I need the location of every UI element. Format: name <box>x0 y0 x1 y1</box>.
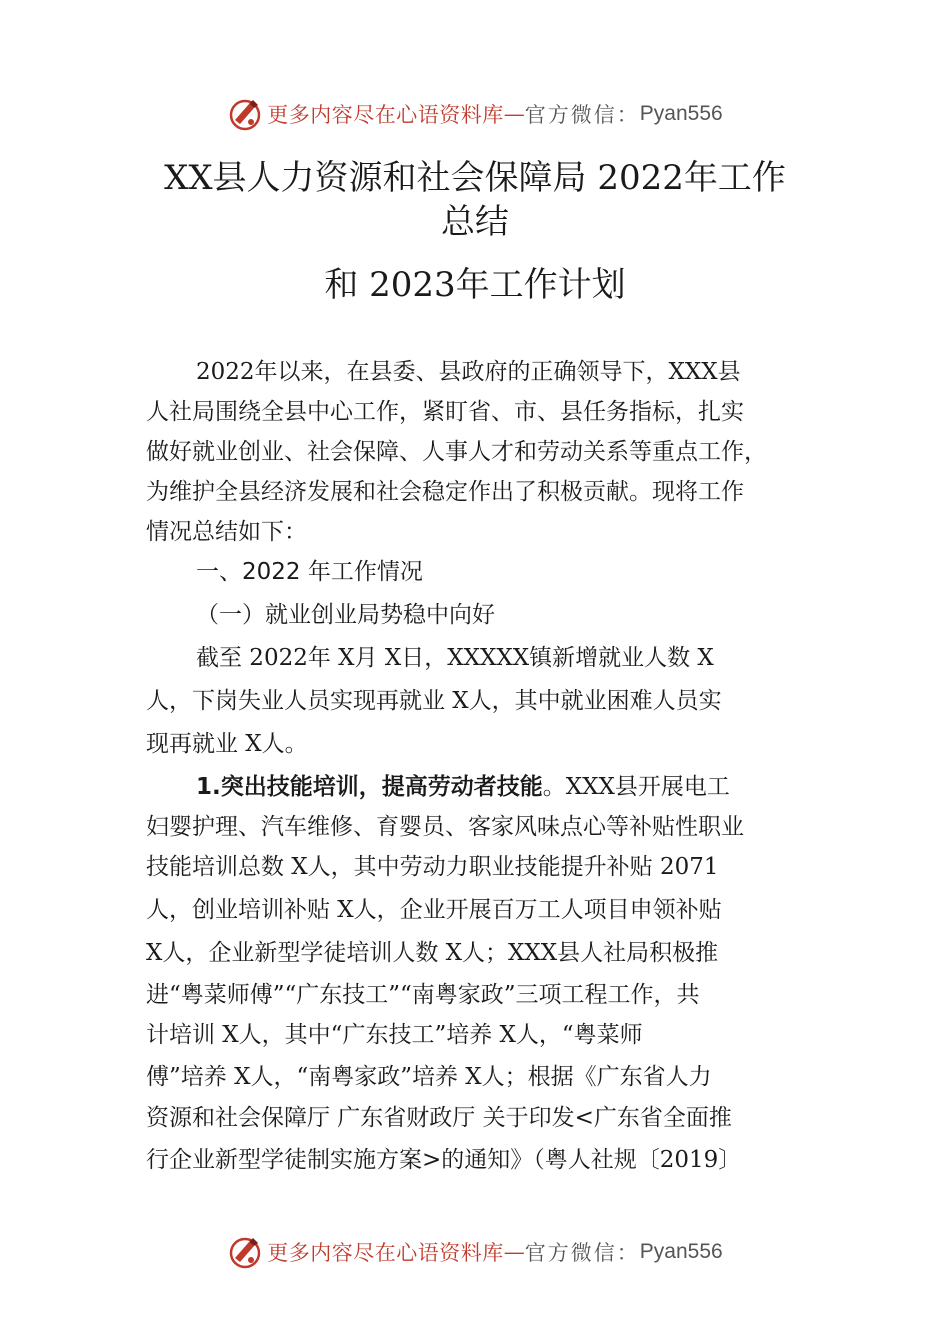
watermark-text: 更多内容尽在心语资料库 <box>267 1241 504 1265</box>
item-line <box>196 772 730 802</box>
para-line: 资源和社会保障厅 广东省财政厅 关于印发<广东省全面推 <box>146 1105 732 1131</box>
intro-line: 为维护全县经济发展和社会稳定作出了积极贡献。现将工作 <box>146 479 744 505</box>
item-bold-lead: 1.突出技能培训，提高劳动者技能 <box>196 774 543 800</box>
intro-line: 做好就业创业、社会保障、人事人才和劳动关系等重点工作， <box>146 439 767 465</box>
section-heading: 一、2022 年工作情况 <box>196 559 423 585</box>
brand-logo-icon <box>227 96 263 132</box>
subsection-heading: （一）就业创业局势稳中向好 <box>196 602 495 628</box>
para-line: 妇婴护理、汽车维修、育婴员、客家风味点心等补贴性职业 <box>146 814 744 840</box>
watermark-top <box>0 94 950 134</box>
watermark-id: Pyan556 <box>639 102 723 125</box>
watermark-text: 更多内容尽在心语资料库 <box>267 103 504 127</box>
title-line-1: XX县人力资源和社会保障局 2022年工作 <box>164 158 786 198</box>
watermark-separator: — <box>503 102 525 126</box>
para-line: 行企业新型学徒制实施方案>的通知》（粤人社规〔2019〕 <box>146 1147 742 1173</box>
intro-line: 人社局围绕全县中心工作，紧盯省、市、县任务指标，扎实 <box>146 399 744 425</box>
intro-line: 2022年以来，在县委、县政府的正确领导下，XXX县 <box>196 359 741 385</box>
watermark-label: 官方微信： <box>524 1241 640 1265</box>
watermark-id: Pyan556 <box>639 1240 723 1263</box>
para-line: 人，下岗失业人员实现再就业 X人，其中就业困难人员实 <box>146 688 722 714</box>
watermark-separator: — <box>503 1240 525 1264</box>
para-line: 截至 2022年 X月 X日，XXXXX镇新增就业人数 X <box>196 645 714 671</box>
para-line: 傅”培养 X人，“南粤家政”培养 X人；根据《广东省人力 <box>146 1064 712 1090</box>
item-lead-rest: 。XXX县开展电工 <box>542 774 730 800</box>
para-line: 进“粤菜师傅”“广东技工”“南粤家政”三项工程工作，共 <box>146 982 700 1008</box>
para-line: 计培训 X人，其中“广东技工”培养 X人，“粤菜师 <box>146 1022 643 1048</box>
title-line-2: 总结 <box>441 202 509 242</box>
para-line: 现再就业 X人。 <box>146 731 308 757</box>
watermark-label: 官方微信： <box>524 103 640 127</box>
title-line-3: 和 2023年工作计划 <box>324 265 626 305</box>
brand-logo-icon <box>227 1234 263 1270</box>
watermark-bottom <box>0 1232 950 1272</box>
para-line: X人，企业新型学徒培训人数 X人；XXX县人社局积极推 <box>146 940 719 966</box>
intro-line: 情况总结如下： <box>146 519 307 545</box>
para-line: 人，创业培训补贴 X人，企业开展百万工人项目申领补贴 <box>146 897 722 923</box>
para-line: 技能培训总数 X人，其中劳动力职业技能提升补贴 2071 <box>146 854 719 880</box>
